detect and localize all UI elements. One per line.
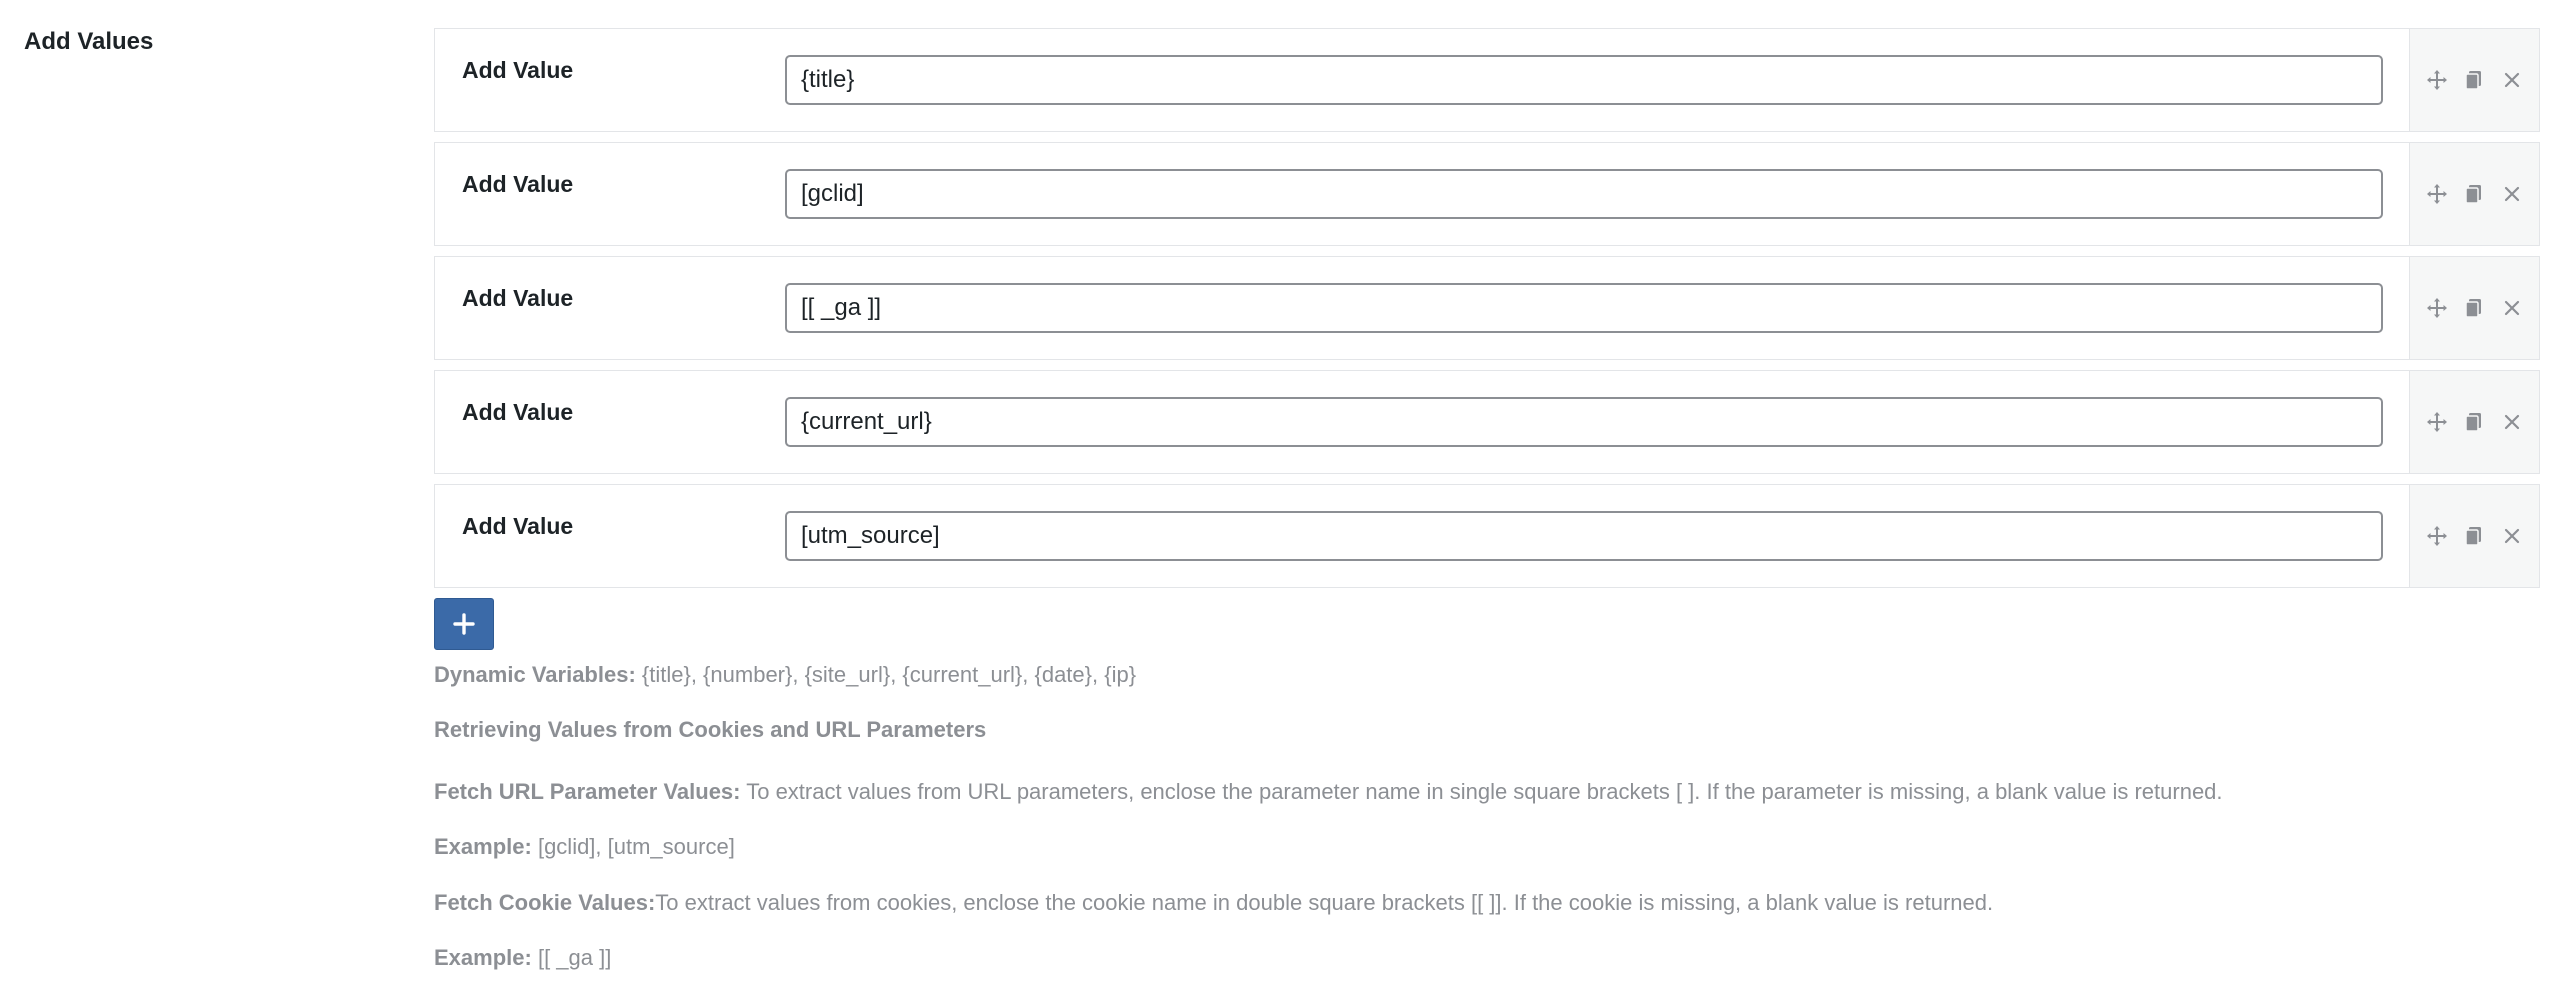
move-icon[interactable] <box>2422 521 2452 551</box>
value-rows <box>434 28 2540 598</box>
retrieving-heading-text: Retrieving Values from Cookies and URL Parameters <box>434 717 987 742</box>
row-label: Add Value <box>462 285 574 311</box>
close-icon[interactable] <box>2497 65 2527 95</box>
move-icon[interactable] <box>2422 293 2452 323</box>
row-label: Add Value <box>462 171 574 197</box>
row-label: Add Value <box>462 57 574 83</box>
value-input[interactable] <box>785 169 2383 219</box>
url-parameter-text: To extract values from URL parameters, enclose the parameter name in single square brackets [ ]. If the parameter is missing, a blank value is returned. <box>746 779 2223 804</box>
move-icon[interactable] <box>2422 179 2452 209</box>
url-parameter-example <box>434 834 735 860</box>
example-label: Example: <box>434 945 532 970</box>
retrieving-heading <box>434 717 986 743</box>
value-row <box>434 256 2540 360</box>
value-input[interactable] <box>785 397 2383 447</box>
cookie-text: To extract values from cookies, enclose the cookie name in double square brackets [[ ]]. If the cookie is missing, a blank value is returned. <box>655 890 1994 915</box>
close-icon[interactable] <box>2497 293 2527 323</box>
value-input[interactable] <box>785 511 2383 561</box>
value-input[interactable] <box>785 283 2383 333</box>
cookie-example <box>434 945 611 971</box>
copy-icon[interactable] <box>2459 407 2489 437</box>
copy-icon[interactable] <box>2459 179 2489 209</box>
copy-icon[interactable] <box>2459 521 2489 551</box>
value-input[interactable] <box>785 55 2383 105</box>
value-row <box>434 142 2540 246</box>
cookie-help <box>434 890 1993 916</box>
plus-icon <box>452 612 476 636</box>
value-row <box>434 484 2540 588</box>
close-icon[interactable] <box>2497 407 2527 437</box>
copy-icon[interactable] <box>2459 293 2489 323</box>
url-parameter-label: Fetch URL Parameter Values: <box>434 779 741 804</box>
value-row <box>434 370 2540 474</box>
close-icon[interactable] <box>2497 521 2527 551</box>
row-actions <box>2409 143 2539 245</box>
row-actions <box>2409 371 2539 473</box>
row-actions <box>2409 29 2539 131</box>
url-parameter-help <box>434 779 2223 805</box>
dynamic-variables-label: Dynamic Variables: <box>434 662 636 687</box>
row-label: Add Value <box>462 513 574 539</box>
section-title-add-values: Add Values <box>24 28 154 55</box>
example-text: [[ _ga ]] <box>537 945 612 970</box>
value-row <box>434 28 2540 132</box>
row-label: Add Value <box>462 399 574 425</box>
add-value-button[interactable] <box>434 598 494 650</box>
dynamic-variables-help <box>434 662 1136 688</box>
cookie-label: Fetch Cookie Values: <box>434 890 656 915</box>
move-icon[interactable] <box>2422 65 2452 95</box>
copy-icon[interactable] <box>2459 65 2489 95</box>
row-actions <box>2409 257 2539 359</box>
dynamic-variables-text: {title}, {number}, {site_url}, {current_url}, {date}, {ip} <box>641 662 1137 687</box>
example-text: [gclid], [utm_source] <box>537 834 735 859</box>
move-icon[interactable] <box>2422 407 2452 437</box>
row-actions <box>2409 485 2539 587</box>
close-icon[interactable] <box>2497 179 2527 209</box>
example-label: Example: <box>434 834 532 859</box>
